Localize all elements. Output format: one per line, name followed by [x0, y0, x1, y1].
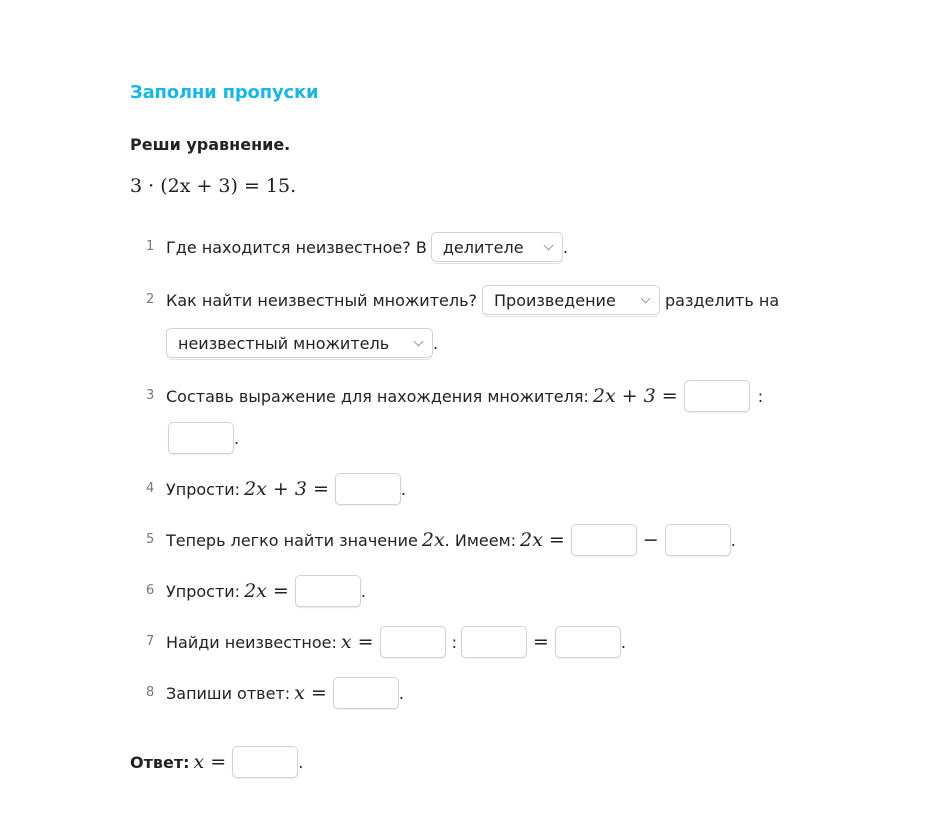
- task-instruction: Реши уравнение.: [130, 135, 291, 154]
- step-2: [166, 283, 779, 317]
- answer-input[interactable]: [555, 626, 621, 658]
- step-text: Где находится неизвестное? В: [166, 237, 427, 257]
- answer-input[interactable]: [168, 422, 234, 454]
- step-text: разделить на: [665, 290, 780, 310]
- equation: 3 · (2x + 3) = 15.: [130, 175, 297, 197]
- answer-label: Ответ:: [130, 752, 190, 772]
- math-expression: 2x =: [244, 580, 289, 602]
- answer-input[interactable]: [684, 380, 750, 412]
- step-3-continued: .: [166, 421, 239, 455]
- chevron-down-icon: [543, 240, 553, 250]
- answer-input[interactable]: [333, 677, 399, 709]
- math-expression: x =: [340, 631, 374, 653]
- exercise-title: Заполни пропуски: [130, 82, 319, 103]
- math-expression: x =: [294, 682, 327, 704]
- answer-input[interactable]: [461, 626, 527, 658]
- step-text: Запиши ответ:: [166, 683, 291, 703]
- math-expression: 2x: [421, 529, 445, 551]
- chevron-down-icon: [641, 293, 651, 303]
- step-number: 6: [146, 583, 155, 598]
- final-answer-input[interactable]: [232, 746, 298, 778]
- step-2-continued: неизвестный множитель .: [166, 326, 438, 360]
- step-text: Найди неизвестное:: [166, 632, 337, 652]
- step-number: 8: [146, 685, 155, 700]
- step-text: Составь выражение для нахождения множителя:: [166, 386, 589, 406]
- location-select[interactable]: делителе: [431, 232, 563, 262]
- step-text: Как найти неизвестный множитель?: [166, 290, 478, 310]
- math-expression: 2x + 3 =: [592, 385, 678, 407]
- step-7: Найди неизвестное: x = : = .: [166, 625, 626, 659]
- step-5: Теперь легко найти значение 2x . Имеем: 2x = − .: [166, 523, 736, 557]
- answer-input[interactable]: [295, 575, 361, 607]
- step-number: 3: [146, 388, 155, 403]
- math-expression: 2x + 3 =: [244, 478, 329, 500]
- math-expression: 2x =: [520, 529, 565, 551]
- answer-input[interactable]: [571, 524, 637, 556]
- step-number: 7: [146, 634, 155, 649]
- answer-input[interactable]: [665, 524, 731, 556]
- step-4: Упрости: 2x + 3 = .: [166, 472, 406, 506]
- dividend-select[interactable]: Произведение: [482, 285, 660, 315]
- final-answer: Ответ: x = .: [130, 745, 303, 779]
- divisor-select[interactable]: неизвестный множитель: [166, 328, 433, 358]
- step-1: Где находится неизвестное? В делителе .: [166, 230, 568, 264]
- step-8: Запиши ответ: x = .: [166, 676, 404, 710]
- step-text: Упрости:: [166, 479, 241, 499]
- step-text: Теперь легко найти значение: [166, 530, 418, 550]
- step-number: 1: [146, 239, 155, 254]
- answer-input[interactable]: [335, 473, 401, 505]
- chevron-down-icon: [414, 336, 424, 346]
- step-number: 2: [146, 292, 155, 307]
- step-number: 5: [146, 532, 155, 547]
- step-6: Упрости: 2x = .: [166, 574, 366, 608]
- step-text: Упрости:: [166, 581, 241, 601]
- answer-input[interactable]: [380, 626, 446, 658]
- math-expression: x =: [193, 751, 227, 773]
- step-text: . Имеем:: [444, 530, 517, 550]
- step-number: 4: [146, 481, 155, 496]
- step-3: Составь выражение для нахождения множителя: 2x + 3 = :: [166, 379, 769, 413]
